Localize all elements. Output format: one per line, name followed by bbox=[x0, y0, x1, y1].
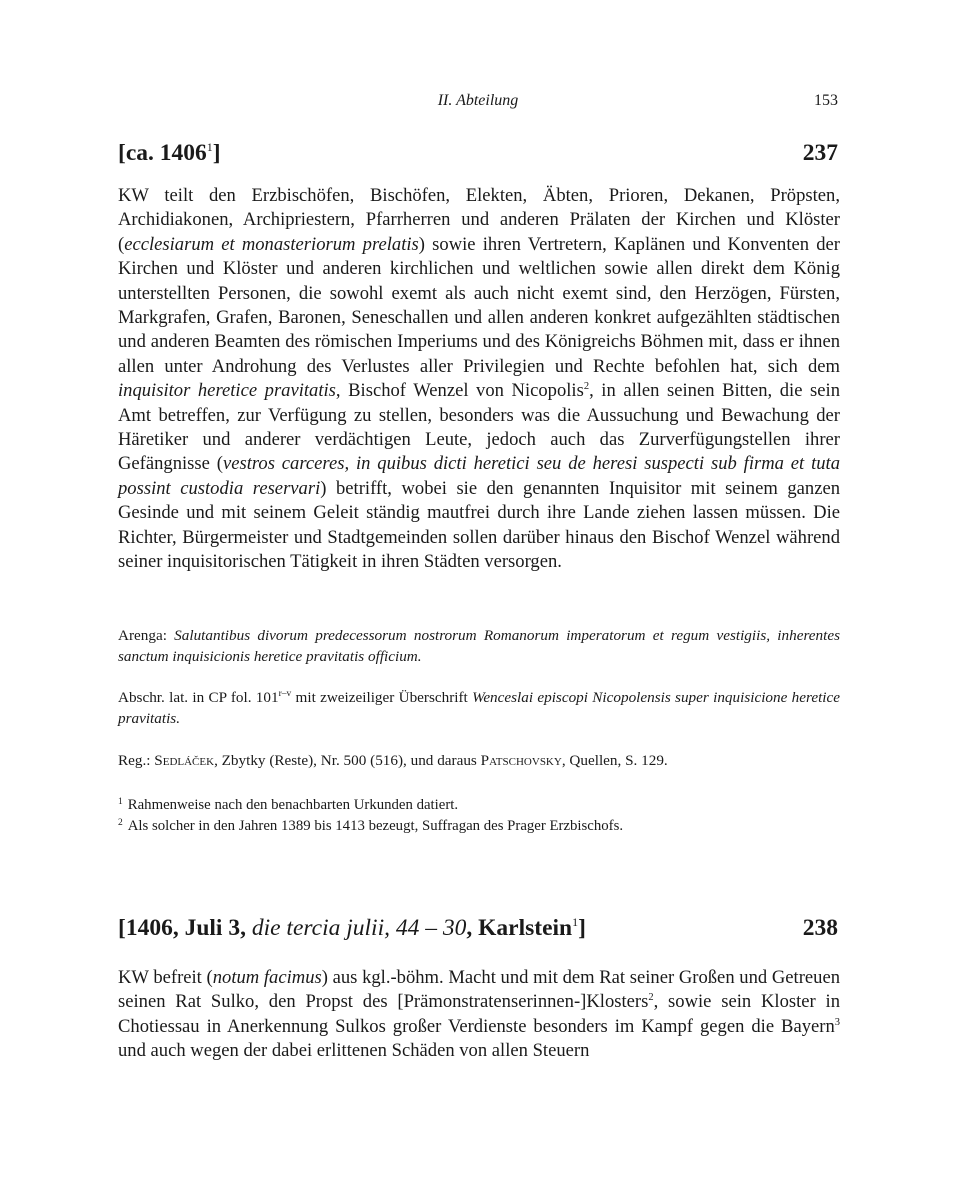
regest-text: ) betrifft, wobei sie den genannten Inquisitor mit seinem ganzen Gesinde und mit seinem Geleit ständig mautfrei durch ihre Lande ziehen lassen müssen. Die Richter, Bürgermeister und Stadtgemeinden sollen darüber hinaus den Bischof Wenzel während seiner inquisitorischen Tätigkeit in ihren Städten versorgen. bbox=[118, 477, 840, 573]
entry-238-number: 238 bbox=[802, 915, 838, 941]
entry-238-date-close: ] bbox=[578, 915, 586, 941]
regest-text: , Bischof Wenzel von Nicopolis bbox=[335, 380, 584, 402]
reg-text: , Quellen, S. 129. bbox=[561, 752, 668, 769]
entry-237-heading bbox=[118, 140, 838, 174]
reg-label: Reg.: bbox=[118, 752, 155, 769]
regest-text: ) sowie ihren Vertretern, Kaplänen und Konventen der Kirchen und Klöster und anderen kirchlichen und weltlichen sowie allen direkt dem König unterstellten Personen, die sowohl exemt als auch nicht exemt sind, den Herzögen, Fürsten, Markgrafen, Grafen, Baronen, Seneschallen und allen anderen konkret aufgezählten städtischen und anderen Beamten des römischen Imperiums und des Königreichs Böhmen mit, dass er ihnen allen unter Androhung des Verlustes aller Privilegien und Rechte befohlen hat, sich dem bbox=[118, 233, 840, 377]
regest-text: KW befreit ( bbox=[118, 967, 213, 988]
running-title: II. Abteilung bbox=[437, 92, 519, 109]
entry-238-regest bbox=[118, 966, 840, 1064]
entry-237-date bbox=[118, 140, 221, 167]
entry-238-date-quote: die tercia julii, 44 – 30 bbox=[251, 915, 467, 941]
regest-text: und auch wegen der dabei erlittenen Schäden von allen Steuern bbox=[118, 1040, 590, 1062]
footnote-text: Rahmenweise nach den benachbarten Urkunden datiert. bbox=[127, 797, 459, 813]
abschr-note bbox=[118, 688, 840, 729]
arenga-label: Arenga: bbox=[118, 627, 175, 644]
footnote-1 bbox=[118, 793, 840, 815]
footnote-ref[interactable]: 1 bbox=[572, 915, 579, 929]
regest-quote: ecclesiarum et monasteriorum prelatis bbox=[124, 233, 419, 255]
footnote-2 bbox=[118, 814, 840, 836]
regest-text: , sowie sein Kloster in Chotiessau in Anerkennung Sulkos großer Verdienste besonders im Kampf gegen die Bayern bbox=[118, 991, 840, 1037]
regest-text: ) aus kgl.-böhm. Macht und mit dem Rat seiner Großen und Getreuen seinen Rat Sulko, den Propst des [Prämonstratenserinnen-]Klosters bbox=[118, 967, 840, 1013]
footnote-text: Als solcher in den Jahren 1389 bis 1413 bezeugt, Suffragan des Prager Erzbischofs. bbox=[127, 818, 624, 834]
abschr-heading-quote: Wenceslai episcopi Nicopolensis super inquisicione heretice pravitatis. bbox=[118, 689, 840, 727]
footnote-mark: 1 bbox=[118, 797, 123, 807]
entry-237-date-close: ] bbox=[212, 140, 221, 166]
entry-238-date bbox=[118, 915, 586, 942]
reg-author: Patschovsky bbox=[480, 752, 562, 769]
footnote-ref[interactable]: 1 bbox=[206, 140, 213, 154]
arenga-note bbox=[118, 626, 840, 667]
entry-237-date-text: [ca. 1406 bbox=[118, 140, 207, 166]
entry-237-regest bbox=[118, 184, 840, 575]
reg-text: , Zbytky (Reste), Nr. 500 (516), und daraus bbox=[214, 752, 481, 769]
arenga-text: Salutantibus divorum predecessorum nostrorum Romanorum imperatorum et regum vestigiis, inherentes sanctum inquisicionis heretice pravitatis officium. bbox=[118, 627, 840, 665]
regest-text: KW teilt den Erzbischöfen, Bischöfen, Elekten, Äbten, Prioren, Dekanen, Pröpsten, Archidiakonen, Archipriestern, Pfarrherren und anderen Prälaten der Kirchen und Klöster ( bbox=[118, 185, 840, 255]
abschr-text: Abschr. lat. in CP fol. 101 bbox=[118, 689, 279, 706]
entry-237-number: 237 bbox=[802, 140, 838, 166]
footnote-ref[interactable]: 2 bbox=[583, 381, 590, 393]
folio-superscript: r–v bbox=[278, 689, 292, 699]
footnote-mark: 2 bbox=[118, 818, 123, 828]
entry-238-date-place: , Karlstein bbox=[466, 915, 573, 941]
entry-238-heading bbox=[118, 915, 838, 949]
regest-quote: notum facimus bbox=[212, 967, 322, 988]
reg-author: Sedláček bbox=[154, 752, 215, 769]
page-number: 153 bbox=[814, 92, 838, 109]
abschr-text: mit zweizeiliger Überschrift bbox=[291, 689, 473, 706]
footnote-ref[interactable]: 2 bbox=[648, 992, 654, 1004]
running-head bbox=[118, 92, 838, 116]
regest-quote: inquisitor heretice pravitatis bbox=[118, 380, 336, 402]
reg-note bbox=[118, 751, 840, 772]
entry-238-date-text: [1406, Juli 3, bbox=[118, 915, 252, 941]
regest-quote: vestros carceres, in quibus dicti heretici seu de heresi suspecti sub firma et tuta possint custodia reservari bbox=[118, 453, 841, 499]
footnote-ref[interactable]: 3 bbox=[834, 1016, 840, 1028]
regest-text: , in allen seinen Bitten, die sein Amt betreffen, zur Verfügung zu stellen, besonders was die Aussuchung und Bewachung der Häretiker und anderer verdächtigen Leute, jedoch auch das Zurverfügungstellen ihrer Gefängnisse ( bbox=[118, 380, 840, 475]
